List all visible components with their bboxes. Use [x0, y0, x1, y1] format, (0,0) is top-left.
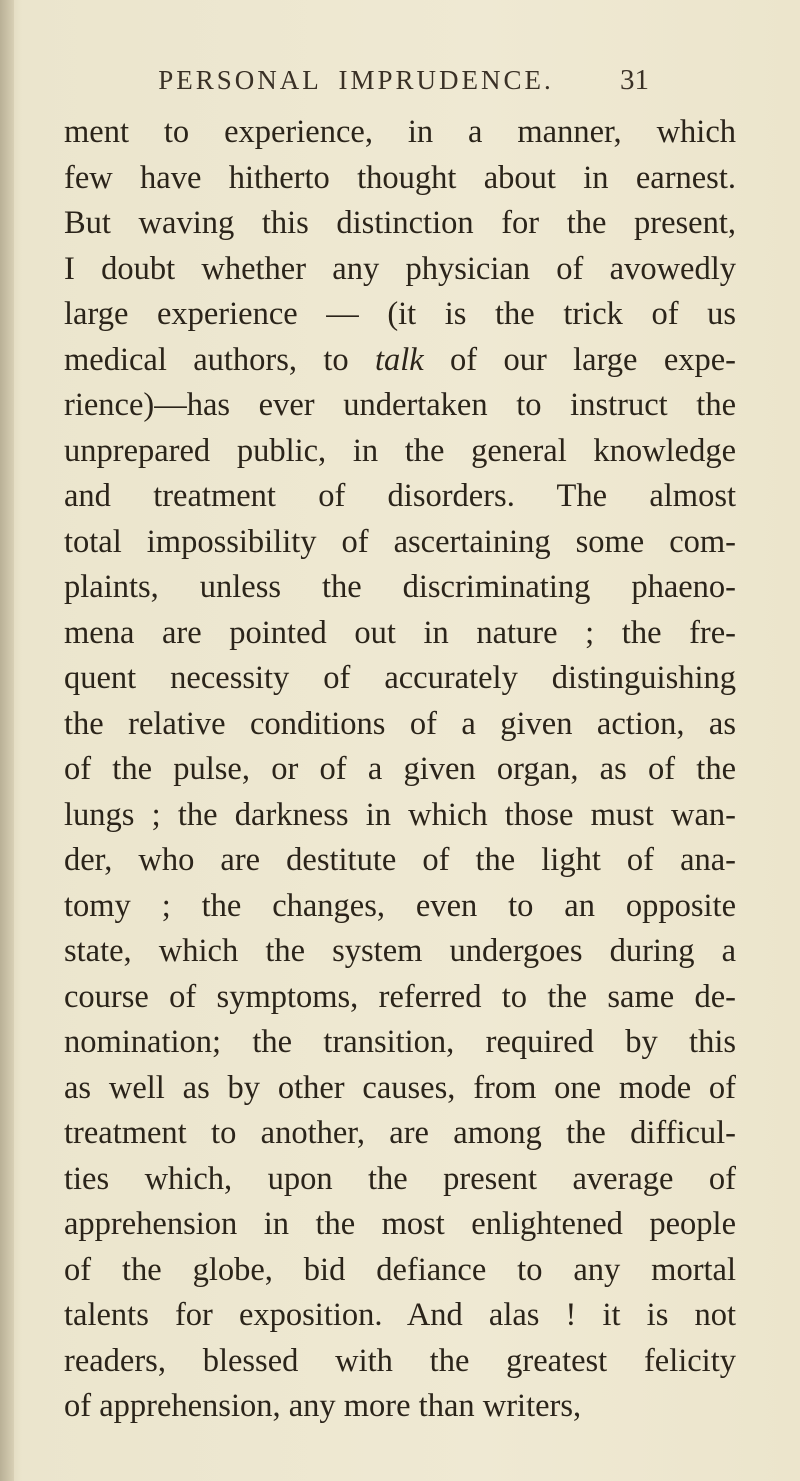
text-line: rience)—has ever undertaken to instruct the: [64, 387, 736, 423]
running-title: PERSONAL IMPRUDENCE.: [158, 65, 554, 95]
page-header: [0, 62, 800, 98]
emphasized-word: talk: [374, 341, 424, 378]
text-line: der, who are destitute of the light of ana-: [64, 842, 736, 878]
page-gutter-edge: [0, 0, 14, 1481]
text-line: as well as by other causes, from one mode of: [64, 1069, 736, 1106]
text-line: the relative conditions of a given action, as: [64, 705, 736, 742]
text-line: few have hitherto thought about in earnest.: [64, 159, 736, 196]
text-line: lungs ; the darkness in which those must wan-: [64, 796, 736, 833]
text-line: [64, 338, 736, 384]
text-line: But waving this distinction for the present,: [64, 205, 736, 241]
text-line-segment: medical authors, to: [64, 341, 375, 378]
text-line: tomy ; the changes, even to an opposite: [64, 887, 736, 924]
text-line: treatment to another, are among the difficul-: [64, 1115, 736, 1151]
text-line: of the globe, bid defiance to any mortal: [64, 1251, 736, 1288]
text-line: of apprehension, any more than writers,: [64, 1388, 582, 1424]
text-line: ties which, upon the present average of: [64, 1160, 736, 1197]
page-number: 31: [620, 64, 649, 96]
text-line: large experience — (it is the trick of us: [64, 296, 736, 332]
text-line: apprehension in the most enlightened people: [64, 1206, 736, 1242]
text-line: quent necessity of accurately distinguishing: [64, 660, 736, 696]
body-text: [64, 110, 736, 1430]
text-line: nomination; the transition, required by this: [64, 1024, 736, 1060]
text-line: ment to experience, in a manner, which: [64, 114, 736, 150]
text-line: of the pulse, or of a given organ, as of the: [64, 751, 736, 787]
text-line: readers, blessed with the greatest felicity: [64, 1342, 736, 1379]
text-line: plaints, unless the discriminating phaeno-: [64, 569, 736, 605]
text-line: and treatment of disorders. The almost: [64, 478, 736, 514]
text-line: I doubt whether any physician of avowedly: [64, 250, 736, 287]
text-line: unprepared public, in the general knowledge: [64, 432, 736, 469]
text-line-segment: of our large expe-: [423, 341, 736, 378]
text-line: total impossibility of ascertaining some com-: [64, 523, 736, 560]
text-line: talents for exposition. And alas ! it is not: [64, 1297, 736, 1333]
text-line: course of symptoms, referred to the same de-: [64, 978, 736, 1015]
text-line: mena are pointed out in nature ; the fre-: [64, 614, 736, 651]
text-line: state, which the system undergoes during a: [64, 933, 736, 969]
